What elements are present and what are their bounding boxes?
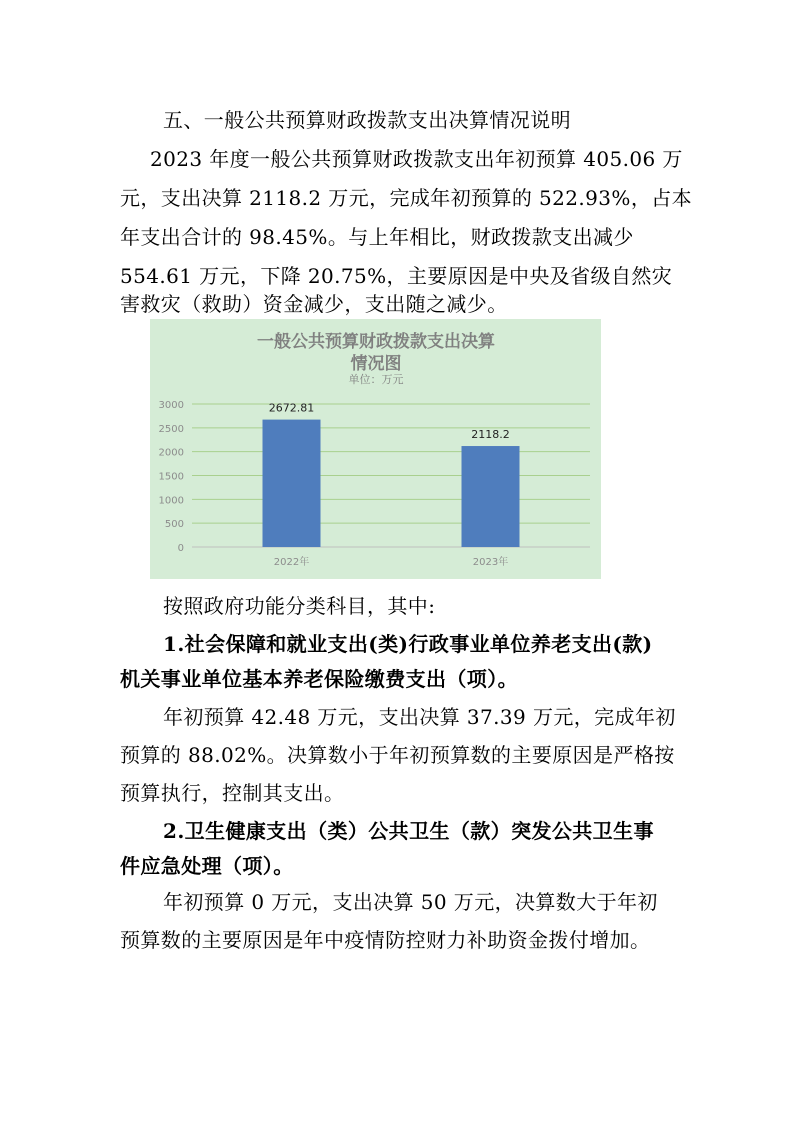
chart-subtitle: 单位：万元 [348,373,404,386]
y-tick-label: 2500 [158,423,184,435]
x-tick-label: 2022年 [273,557,310,568]
y-tick-label: 1500 [158,471,184,483]
intro-line-2: 元，支出决算 2118.2 万元，完成年初预算的 522.93%，占本 [120,186,693,210]
item2-title-line-2: 件应急处理（项）。 [120,854,294,878]
chart-title-line1: 一般公共预算财政拨款支出决算 [257,332,495,352]
item2-body-line-2: 预算数的主要原因是年中疫情防控财力补助资金拨付增加。 [120,928,651,952]
intro-line-4: 554.61 万元，下降 20.75%，主要原因是中央及省级自然灾 [120,264,673,288]
chart-title-line2: 情况图 [350,354,402,374]
y-tick-label: 2000 [158,447,184,459]
item1-title-line-1: 1.社会保障和就业支出(类)行政事业单位养老支出(款) [163,632,653,656]
y-tick-label: 1000 [158,495,184,507]
item2-body-line-1: 年初预算 0 万元，支出决算 50 万元，决算数大于年初 [163,890,658,914]
intro-line-5: 害救灾（救助）资金减少，支出随之减少。 [120,292,508,316]
item1-body-line-2: 预算的 88.02%。决算数小于年初预算数的主要原因是严格按 [120,743,675,767]
y-tick-label: 500 [164,519,184,531]
intro-line-3: 年支出合计的 98.45%。与上年相比，财政拨款支出减少 [120,225,634,249]
item1-body-line-3: 预算执行，控制其支出。 [120,781,345,805]
section-title: 五、一般公共预算财政拨款支出决算情况说明 [163,108,571,132]
chart-canvas [150,319,601,579]
intro-line-1: 2023 年度一般公共预算财政拨款支出年初预算 405.06 万 [150,147,683,171]
classification-intro: 按照政府功能分类科目，其中: [163,594,436,618]
item2-title-line-1: 2.卫生健康支出（类）公共卫生（款）突发公共卫生事 [163,819,654,843]
bar [462,446,520,547]
data-label: 2672.81 [268,401,315,415]
x-tick-label: 2023年 [472,557,509,568]
expenditure-chart [150,319,601,579]
data-label: 2118.2 [471,428,510,442]
y-tick-label: 3000 [158,400,184,411]
y-tick-label: 0 [177,543,184,554]
item1-body-line-1: 年初预算 42.48 万元，支出决算 37.39 万元，完成年初 [163,705,676,729]
item1-title-line-2: 机关事业单位基本养老保险缴费支出（项）。 [120,667,518,691]
bar [263,420,321,547]
